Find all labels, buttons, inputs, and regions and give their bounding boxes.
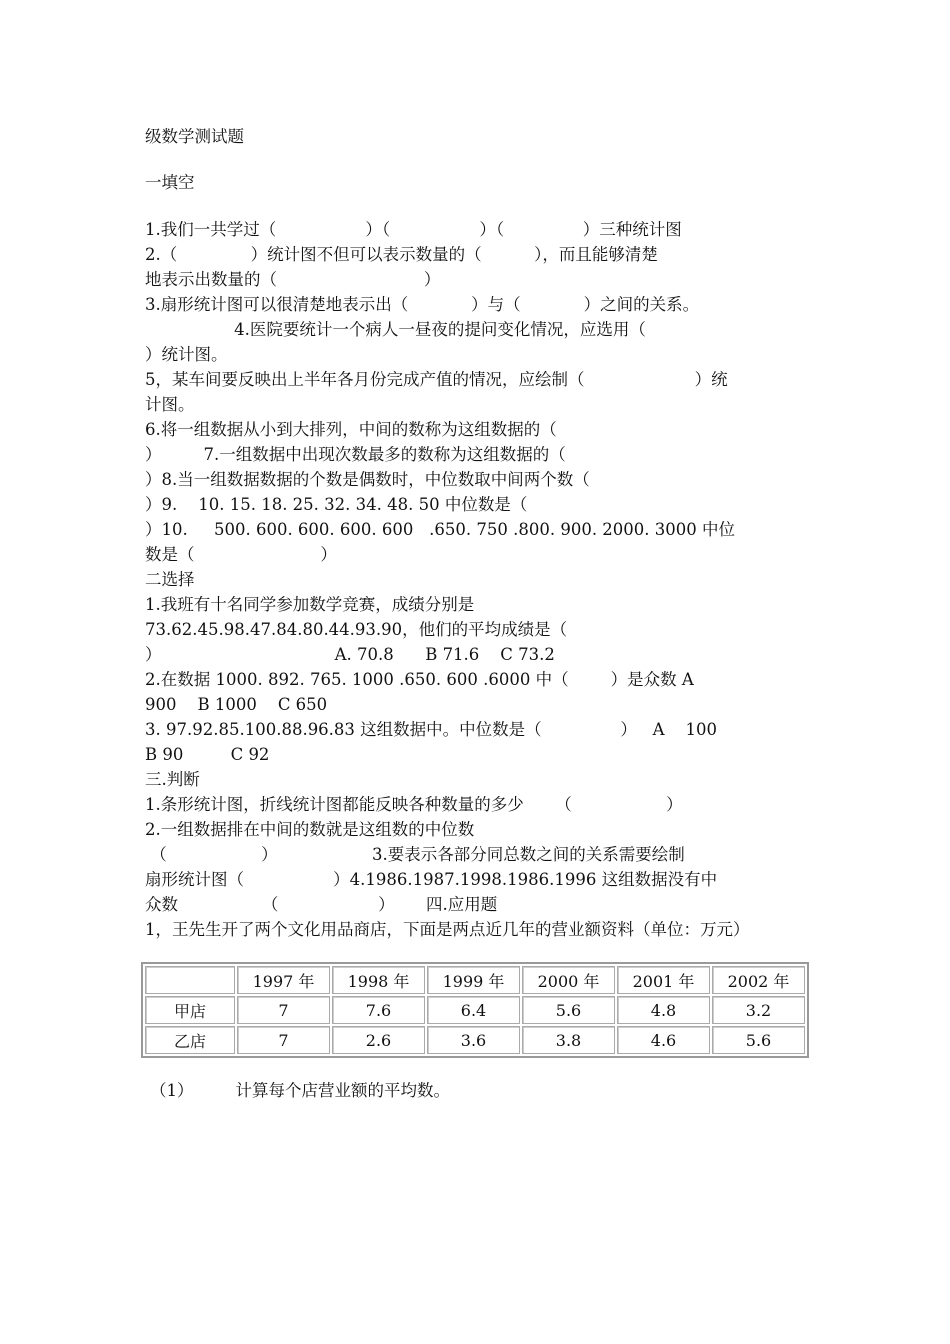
table-cell: 7 (237, 1026, 330, 1054)
table-header-row (145, 966, 805, 994)
question-line: 2.（ ）统计图不但可以表示数量的（ ），而且能够清楚 (145, 245, 658, 264)
table-header-cell: 2002 年 (712, 966, 805, 994)
question-line: 扇形统计图（ ）4.1986.1987.1998.1986.1996 这组数据没有中 (145, 870, 718, 889)
table-cell: 7 (237, 996, 330, 1024)
section-heading-judge: 三.判断 (145, 770, 200, 789)
table-header-cell: 1999 年 (427, 966, 520, 994)
question-line: 2.在数据 1000. 892. 765. 1000 .650. 600 .6000 中（ ）是众数 A (145, 670, 694, 689)
question-line: 6.将一组数据从小到大排列，中间的数称为这组数据的（ (145, 420, 557, 439)
question-line: 3.扇形统计图可以很清楚地表示出（ ）与（ ）之间的关系。 (145, 295, 700, 314)
question-line: ）10. 500. 600. 600. 600. 600 .650. 750 .800. 900. 2000. 3000 中位 (145, 520, 736, 539)
question-line: ）9. 10. 15. 18. 25. 32. 34. 48. 50 中位数是（ (145, 495, 528, 514)
table-cell: 7.6 (332, 996, 425, 1024)
table-row (145, 1026, 805, 1054)
question-line: （1） 计算每个店营业额的平均数。 (150, 1081, 450, 1100)
question-line: ）统计图。 (145, 345, 228, 364)
table-cell: 5.6 (522, 996, 615, 1024)
section-heading-fill-blank: 一填空 (145, 173, 195, 192)
table-cell: 5.6 (712, 1026, 805, 1054)
question-line: B 90 C 92 (145, 745, 270, 764)
table-header-cell: 1997 年 (237, 966, 330, 994)
question-line: 数是（ ） (145, 545, 337, 564)
question-line: ） A. 70.8 B 71.6 C 73.2 (145, 645, 555, 664)
section-heading-choice: 二选择 (145, 570, 195, 589)
question-line: 1.条形统计图，折线统计图都能反映各种数量的多少 （ ） (145, 795, 683, 814)
table-row (145, 996, 805, 1024)
question-line: 4.医院要统计一个病人一昼夜的提问变化情况，应选用（ (145, 320, 646, 339)
question-line: （ ） 3.要表示各部分同总数之间的关系需要绘制 (145, 845, 685, 864)
question-line: 1，王先生开了两个文化用品商店，下面是两点近几年的营业额资料（单位：万元） (145, 920, 750, 939)
table-cell: 3.2 (712, 996, 805, 1024)
table-cell: 4.6 (617, 1026, 710, 1054)
question-line: 73.62.45.98.47.84.80.44.93.90，他们的平均成绩是（ (145, 620, 568, 639)
table-header-cell: 1998 年 (332, 966, 425, 994)
question-line: ） 7.一组数据中出现次数最多的数称为这组数据的（ (145, 445, 566, 464)
question-line: 众数 （ ） 四.应用题 (145, 895, 498, 914)
table-cell: 6.4 (427, 996, 520, 1024)
table-cell: 3.6 (427, 1026, 520, 1054)
question-line: ）8.当一组数据数据的个数是偶数时，中位数取中间两个数（ (145, 470, 590, 489)
table-header-cell: 2001 年 (617, 966, 710, 994)
question-line: 5，某车间要反映出上半年各月份完成产值的情况，应绘制（ ）统 (145, 370, 728, 389)
table-cell: 4.8 (617, 996, 710, 1024)
table-cell: 3.8 (522, 1026, 615, 1054)
question-line: 2.一组数据排在中间的数就是这组数的中位数 (145, 820, 475, 839)
question-line: 1.我们一共学过（ ）（ ）（ ）三种统计图 (145, 220, 682, 239)
page-title: 级数学测试题 (145, 127, 244, 146)
question-line: 3. 97.92.85.100.88.96.83 这组数据中。中位数是（ ） A 100 (145, 720, 717, 739)
revenue-table (141, 962, 809, 1058)
question-line: 计图。 (145, 395, 195, 414)
table-cell: 甲店 (145, 996, 235, 1024)
question-line: 900 B 1000 C 650 (145, 695, 328, 714)
table-cell: 2.6 (332, 1026, 425, 1054)
table-header-cell (145, 966, 235, 994)
table-header-cell: 2000 年 (522, 966, 615, 994)
table-cell: 乙店 (145, 1026, 235, 1054)
question-line: 1.我班有十名同学参加数学竞赛，成绩分别是 (145, 595, 475, 614)
question-line: 地表示出数量的（ ） (145, 270, 441, 289)
